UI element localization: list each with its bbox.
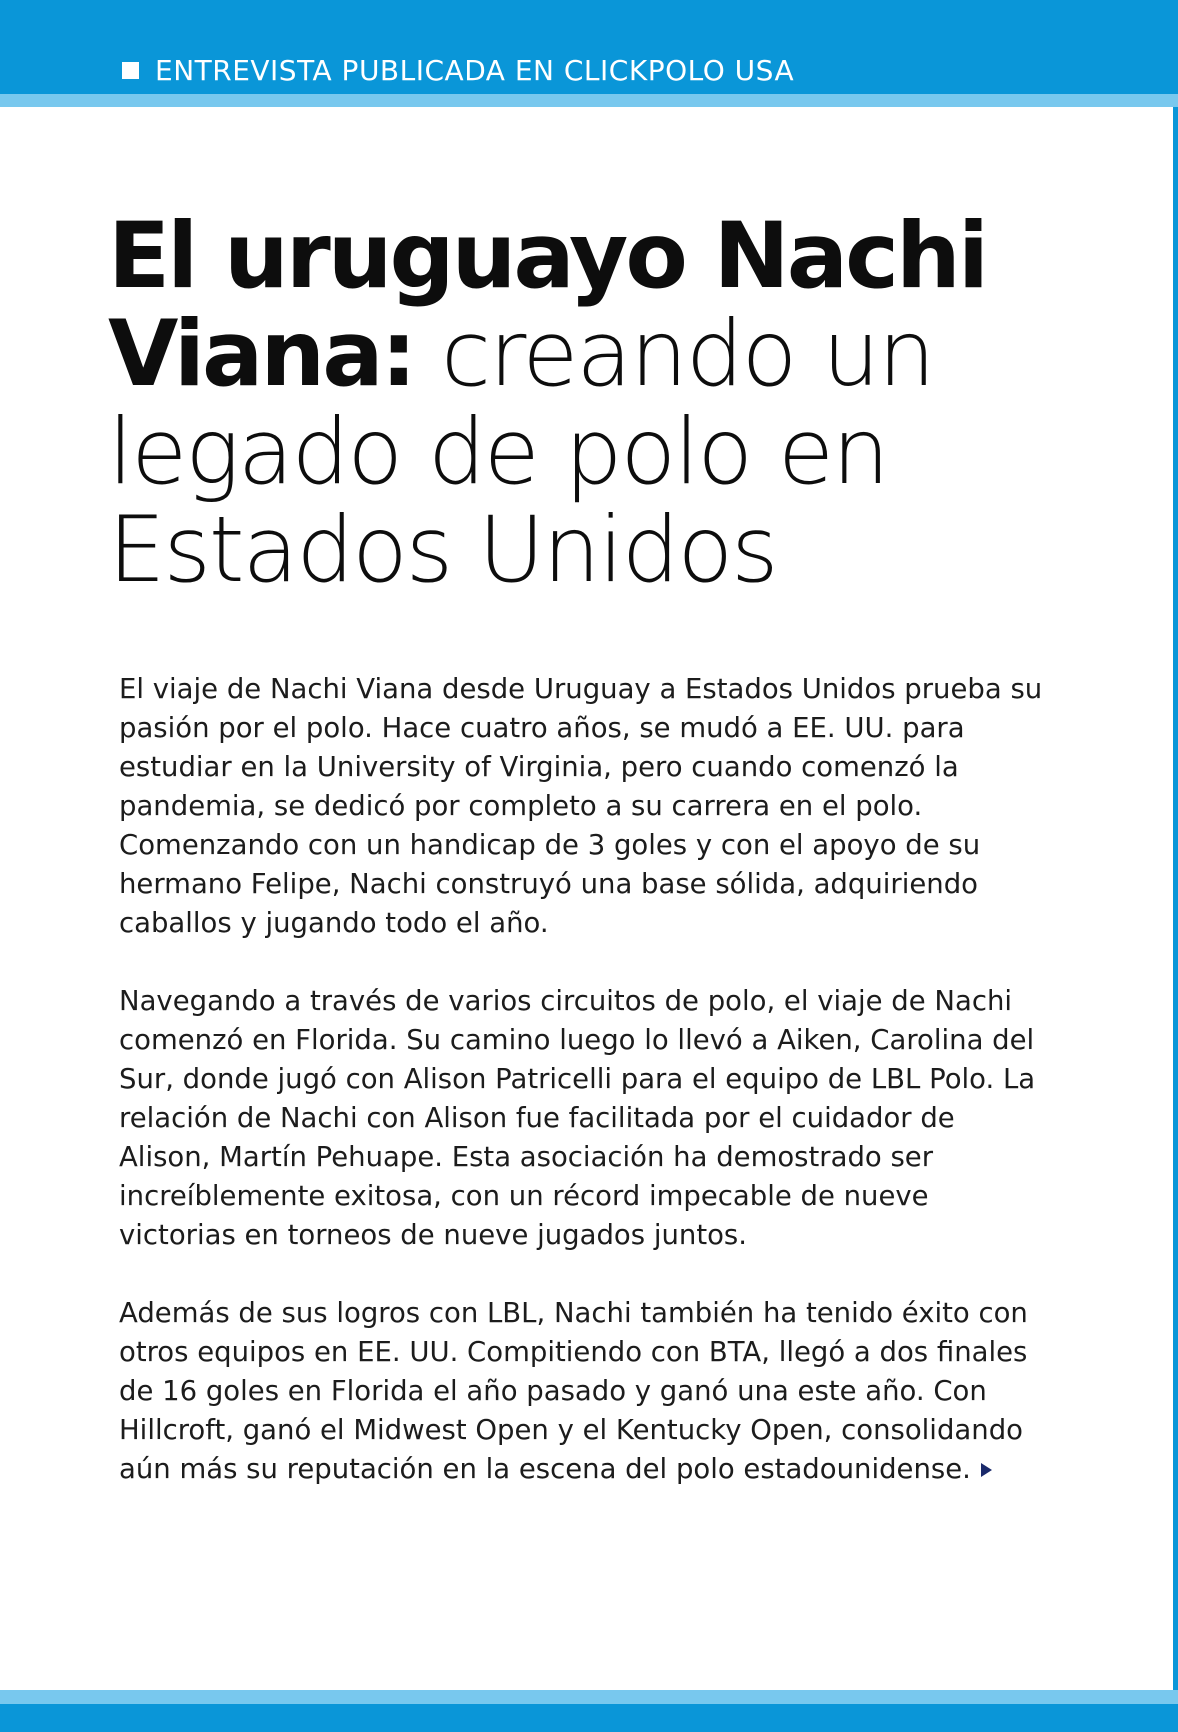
headline-bold: El uruguayo Nachi Viana: — [108, 204, 987, 407]
article-body — [119, 670, 1054, 1528]
footer-light-stripe — [0, 1690, 1178, 1704]
header-light-stripe — [0, 94, 1178, 107]
square-bullet-icon — [122, 62, 139, 79]
section-label — [122, 50, 794, 90]
body-paragraph: Navegando a través de varios circuitos de polo, el viaje de Nachi comenzó en Florida. Su camino luego lo llevó a Aiken, Carolina del Sur, donde jugó con Alison Patricelli para el equipo de LBL Polo. La relación de Nachi con Alison fue facilitada por el cuidador de Alison, Martín Pehuape. Esta asociación ha demostrado ser increíblemente exitosa, con un récord impecable de nueve victorias en torneos de nueve jugados juntos. — [119, 985, 1036, 1251]
footer-band — [0, 1690, 1178, 1732]
section-label-text: ENTREVISTA PUBLICADA EN CLICKPOLO USA — [155, 53, 795, 87]
right-edge-rule — [1173, 107, 1178, 1690]
triangle-end-mark-icon — [981, 1463, 992, 1477]
body-paragraph: El viaje de Nachi Viana desde Uruguay a Estados Unidos prueba su pasión por el polo. Hace cuatro años, se mudó a EE. UU. para estudiar en la University of Virginia, pero cuando comenzó la pandemia, se dedicó por completo a su carrera en el polo. Comenzando con un handicap de 3 goles y con el apoyo de su hermano Felipe, Nachi construyó una base sólida, adquiriendo caballos y jugando todo el año. — [119, 673, 1043, 939]
article-headline — [108, 204, 1118, 603]
headline-light: creando un legado de polo en Estados Unidos — [108, 302, 934, 603]
body-paragraph-text: Además de sus logros con LBL, Nachi también ha tenido éxito con otros equipos en EE. UU. Compitiendo con BTA, llegó a dos finales de 16 goles en Florida el año pasado y ganó una este año. Con Hillcroft, ganó el Midwest Open y el Kentucky Open, consolidando aún más su reputación en la escena del polo estadounidense. — [119, 1297, 1028, 1485]
body-paragraph-last — [119, 1294, 1054, 1489]
